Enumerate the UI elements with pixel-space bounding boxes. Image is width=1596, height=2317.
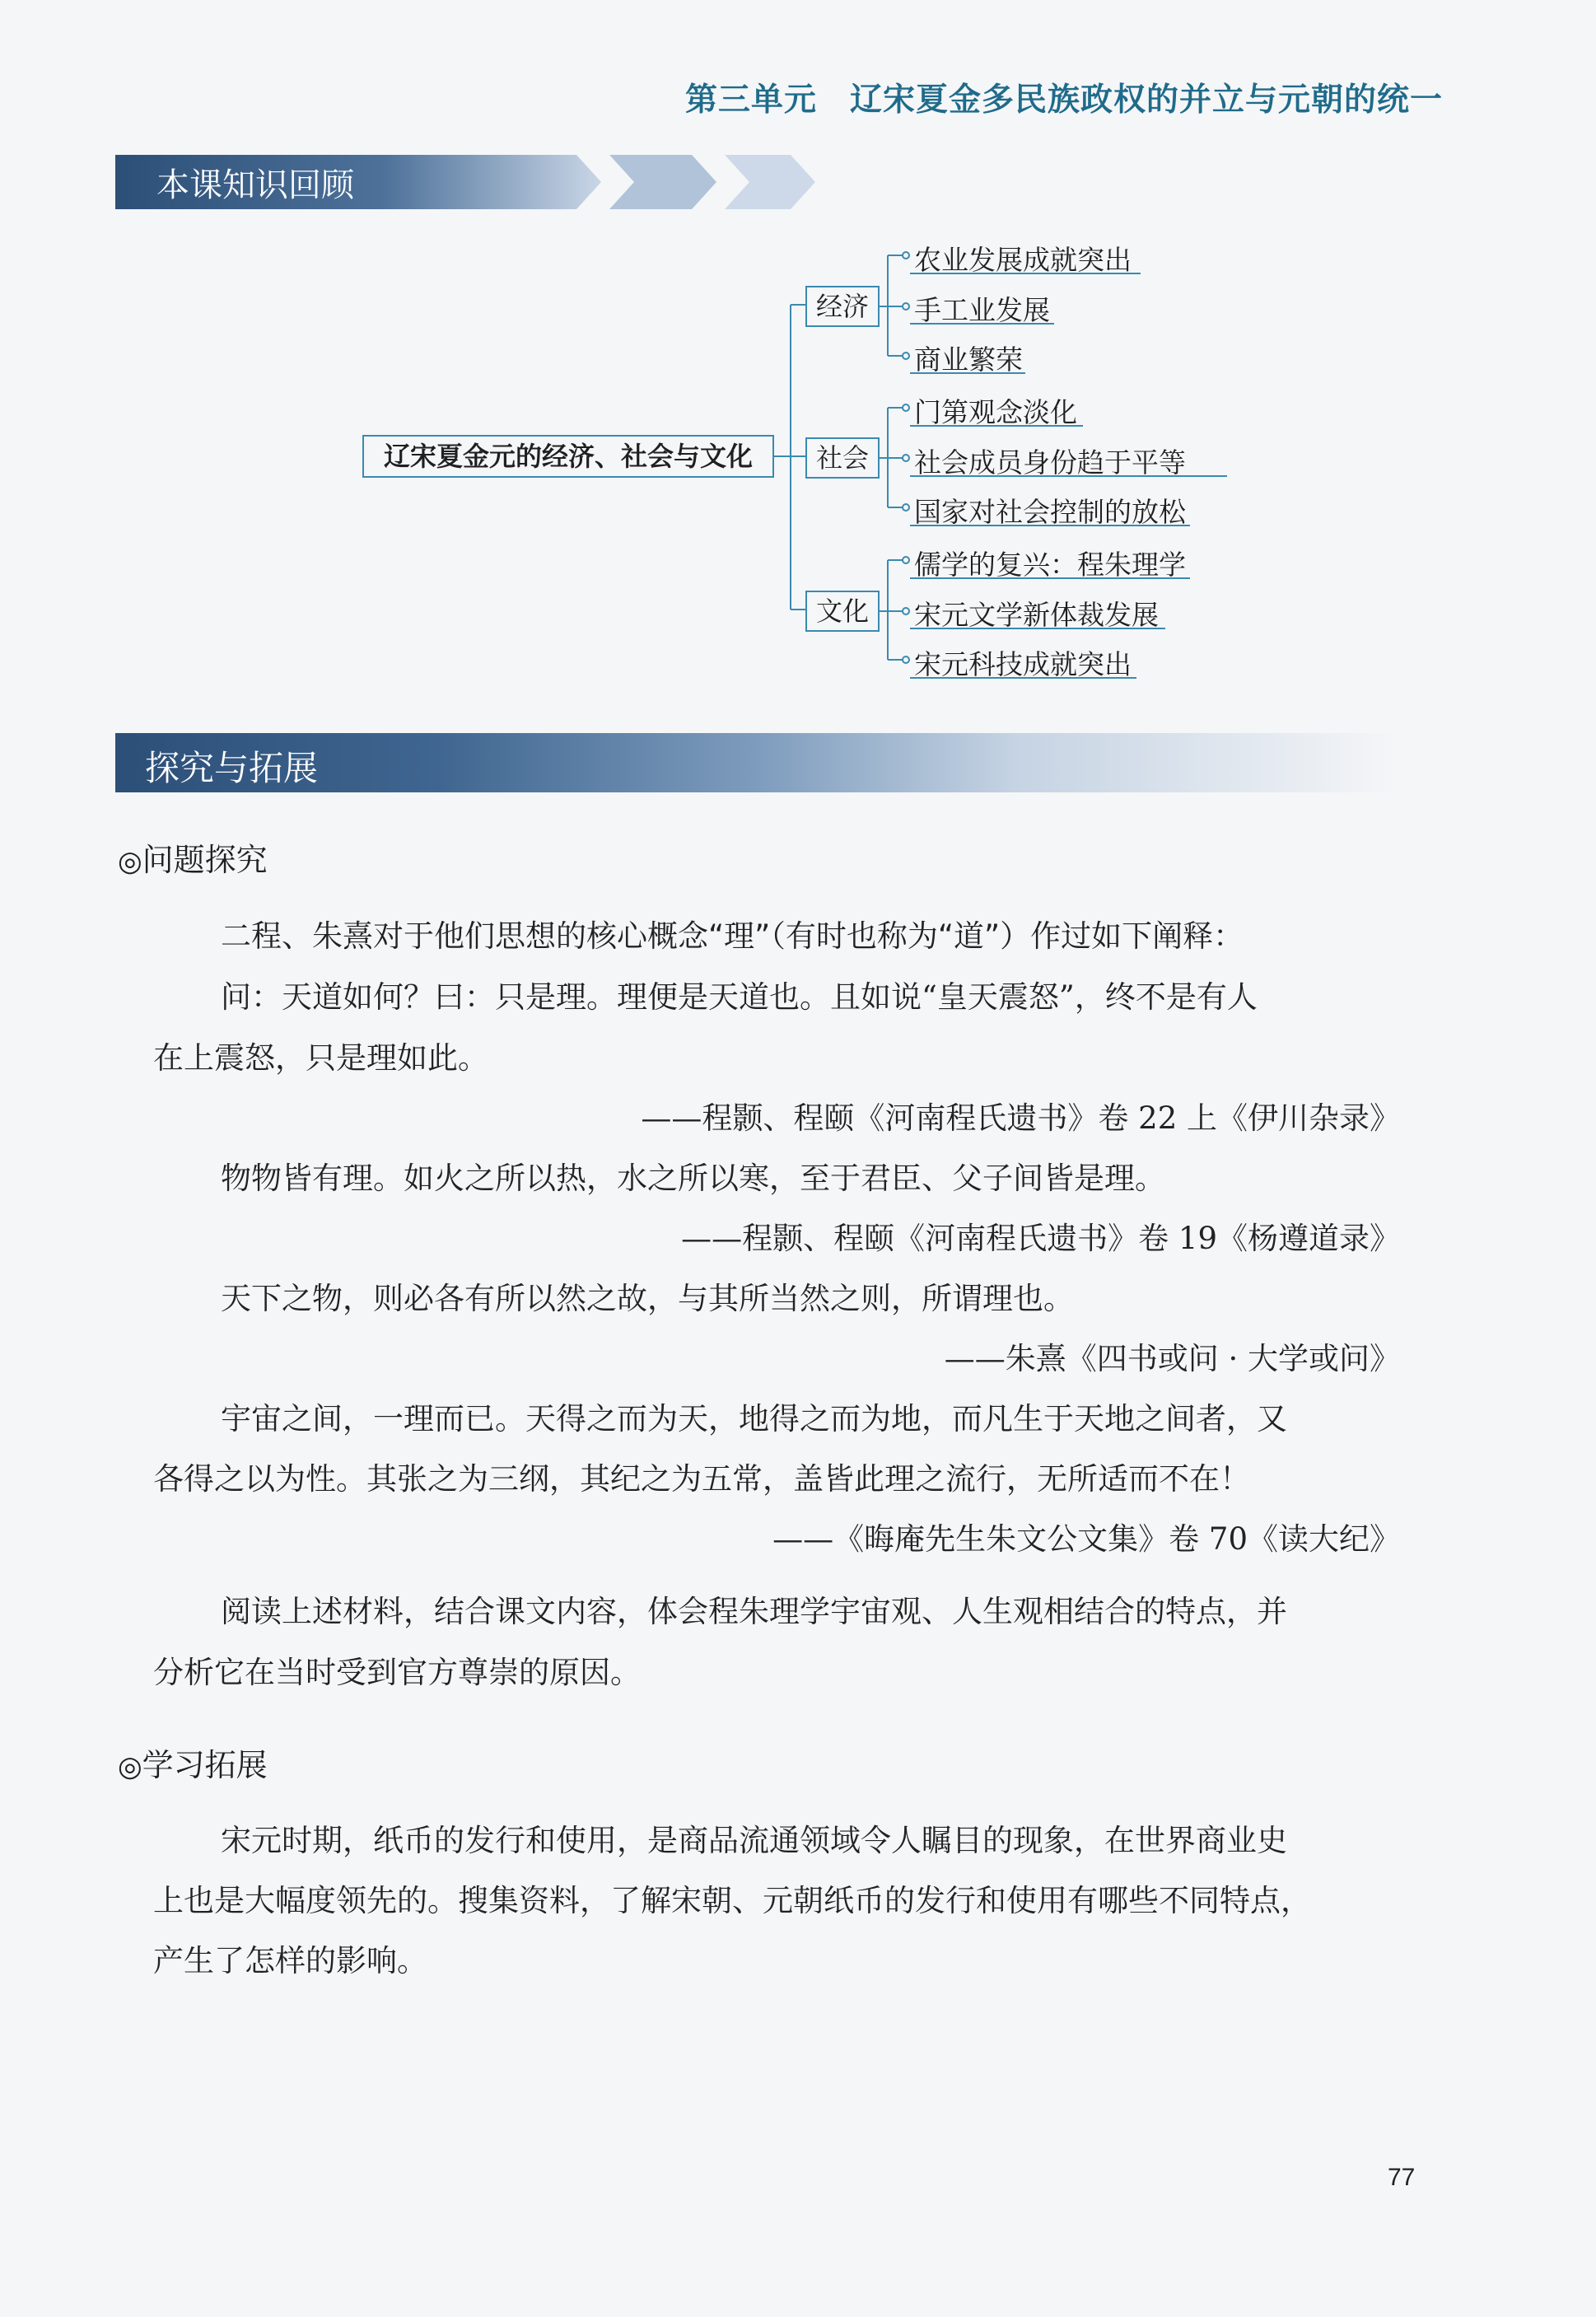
mindmap-item: 宋元文学新体裁发展 bbox=[914, 599, 1159, 631]
task-line-2: 分析它在当时受到官方尊崇的原因。 bbox=[153, 1655, 641, 1690]
task-line-1: 阅读上述材料，结合课文内容，体会程朱理学宇宙观、人生观相结合的特点，并 bbox=[221, 1594, 1287, 1629]
source-1: ——程颢、程颐《河南程氏遗书》卷 22 上《伊川杂录》 bbox=[641, 1100, 1400, 1136]
quote-1-line-2: 在上震怒，只是理如此。 bbox=[153, 1040, 488, 1076]
mindmap-item: 国家对社会控制的放松 bbox=[914, 496, 1186, 528]
category-culture: 文化 bbox=[805, 591, 880, 632]
quote-4-line-2: 各得之以为性。其张之为三纲，其纪之为五常，盖皆此理之流行，无所适而不在！ bbox=[153, 1461, 1250, 1497]
category-economy: 经济 bbox=[805, 286, 880, 327]
explore-banner bbox=[115, 733, 1400, 792]
quote-2: 物物皆有理。如火之所以热，水之所以寒，至于君臣、父子间皆是理。 bbox=[221, 1161, 1165, 1196]
extension-line-1: 宋元时期，纸币的发行和使用，是商品流通领域令人瞩目的现象，在世界商业史 bbox=[221, 1823, 1287, 1858]
section-extension-title: 学习拓展 bbox=[142, 1747, 268, 1783]
double-circle-icon: ◎ bbox=[118, 845, 142, 878]
mindmap-item: 手工业发展 bbox=[914, 294, 1050, 326]
double-circle-icon: ◎ bbox=[118, 1750, 142, 1783]
extension-line-3: 产生了怎样的影响。 bbox=[153, 1943, 427, 1978]
section-learning-extension bbox=[118, 1740, 268, 1785]
mindmap-item: 农业发展成就突出 bbox=[914, 244, 1132, 276]
mindmap-item: 商业繁荣 bbox=[914, 343, 1023, 376]
source-3: ——朱熹《四书或问 · 大学或问》 bbox=[944, 1341, 1400, 1376]
intro-paragraph: 二程、朱熹对于他们思想的核心概念“理”（有时也称为“道”）作过如下阐释： bbox=[221, 918, 1244, 954]
mindmap-item: 儒学的复兴：程朱理学 bbox=[914, 549, 1186, 581]
mindmap-item: 宋元科技成就突出 bbox=[914, 648, 1132, 680]
extension-line-2: 上也是大幅度领先的。搜集资料，了解宋朝、元朝纸币的发行和使用有哪些不同特点， bbox=[153, 1883, 1311, 1918]
quote-1-line-1: 问：天道如何？曰：只是理。理便是天道也。且如说“皇天震怒”，终不是有人 bbox=[221, 979, 1258, 1015]
category-society: 社会 bbox=[805, 437, 880, 479]
section-question-exploration bbox=[118, 834, 268, 880]
mindmap-connectors bbox=[0, 0, 1596, 741]
mindmap-root: 辽宋夏金元的经济、社会与文化 bbox=[362, 435, 774, 478]
quote-3: 天下之物，则必各有所以然之故，与其所当然之则，所谓理也。 bbox=[221, 1281, 1074, 1316]
mindmap-item: 社会成员身份趋于平等 bbox=[914, 446, 1186, 479]
page-number: 77 bbox=[1388, 2164, 1416, 2191]
mindmap-item: 门第观念淡化 bbox=[914, 396, 1077, 428]
source-4: ——《晦庵先生朱文公文集》卷 70《读大纪》 bbox=[772, 1521, 1400, 1557]
source-2: ——程颢、程颐《河南程氏遗书》卷 19《杨遵道录》 bbox=[681, 1221, 1400, 1256]
knowledge-mindmap bbox=[0, 0, 1596, 741]
quote-4-line-1: 宇宙之间，一理而已。天得之而为天，地得之而为地，而凡生于天地之间者，又 bbox=[221, 1401, 1287, 1436]
explore-banner-label: 探究与拓展 bbox=[145, 748, 319, 788]
review-banner-label: 本课知识回顾 bbox=[156, 166, 354, 204]
unit-title: 辽宋夏金多民族政权的并立与元朝的统一 bbox=[849, 82, 1443, 119]
section-question-title: 问题探究 bbox=[142, 842, 268, 878]
unit-number: 第三单元 bbox=[684, 82, 817, 119]
